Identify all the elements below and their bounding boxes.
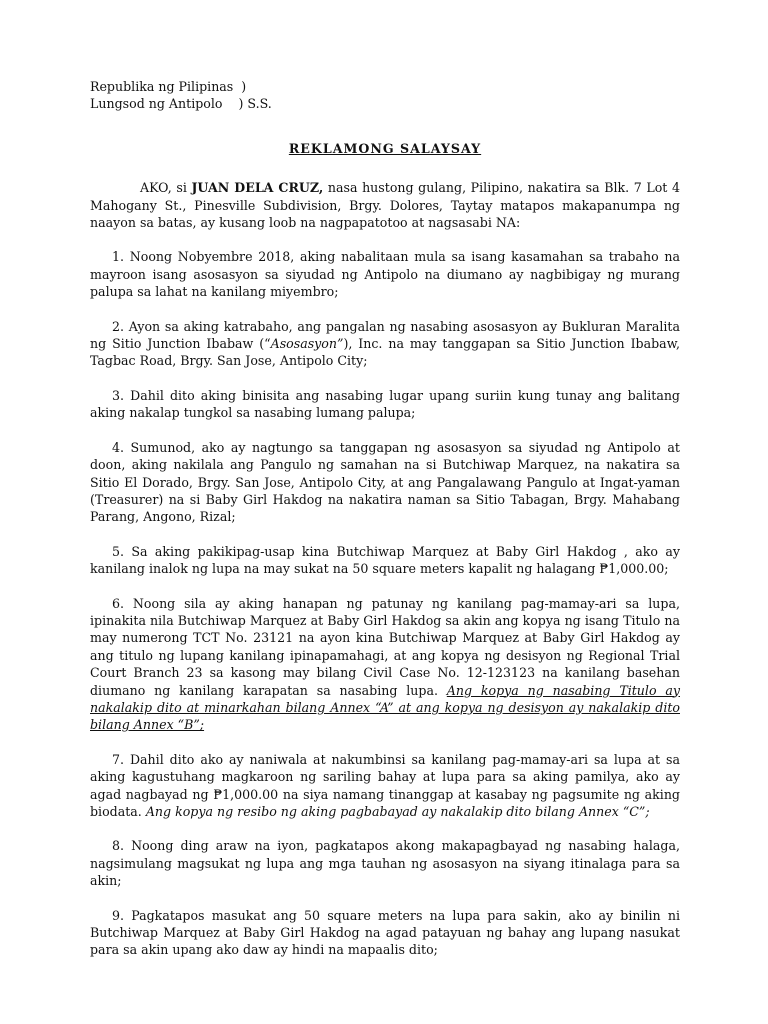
paragraph-2-italic: Asosasyon”: [270, 336, 344, 352]
intro-paragraph: [90, 179, 680, 231]
intro-text-rest: nasa hustong gulang, Pilipino, nakatira sa Blk. 7 Lot 4 Mahogany St., Pinesville Subdivision, Brgy. Dolores, Taytay matapos makapanumpa ng naayon sa batas, ay kusang loob na nagpapatotoo at nagsasabi NA:: [90, 180, 680, 231]
document-body: [90, 78, 680, 976]
paragraph-6-text: 6. Noong sila ay aking hanapan ng patunay ng kanilang pag-mamay-ari sa lupa, ipinakita nila Butchiwap Marquez at Baby Girl Hakdog sa akin ang kopya ng isang Titulo na may numerong TCT No. 23121 na ayon kina Butchiwap Marquez at Baby Girl Hakdog ay ang titulo ng lupang kanilang ipinapamahagi, at ang kopya ng desisyon ng Regional Trial Court Branch 23 sa kasong may bilang Civil Case No. 12-123123 na kanilang basehan diumano ng kanilang karapatan sa nasabing lupa.: [90, 595, 680, 698]
paragraph-4: 4. Sumunod, ako ay nagtungo sa tanggapan ng asosasyon sa siyudad ng Antipolo at doon, aking nakilala ang Pangulo ng samahan na si Butchiwap Marquez, na nakatira sa Sitio El Dorado, Brgy. San Jose, Antipolo City, at ang Pangalawang Pangulo at Ingat-yaman (Treasurer) na si Baby Girl Hakdog na nakatira naman sa Sitio Tabagan, Brgy. Mahabang Parang, Angono, Rizal;: [90, 439, 680, 525]
paragraph-7-annex-note: Ang kopya ng resibo ng aking pagbabayad ay nakalakip dito bilang Annex “C”;: [145, 804, 650, 819]
paragraph-3: 3. Dahil dito aking binisita ang nasabing lugar upang suriin kung tunay ang balitang aking nakalap tungkol sa nasabing lumang palupa;: [90, 387, 680, 421]
paragraph-8: 8. Noong ding araw na iyon, pagkatapos akong makapagbayad ng nasabing halaga, nagsimulang magsukat ng lupa ang mga tauhan ng asosasyon na siyang itinalaga para sa akin;: [90, 838, 680, 889]
paragraph-2-text-b: ), Inc. na may tanggapan sa Sitio Junction Ibabaw, Tagbac Road, Brgy. San Jose, Antipolo City;: [90, 336, 680, 369]
paragraph-9: 9. Pagkatapos masukat ang 50 square meters na lupa para sakin, ako ay binilin ni Butchiwap Marquez at Baby Girl Hakdog na agad patayuan ng bahay ang lupang nasukat para sa akin upang ako daw ay hindi na mapaalis dito;: [90, 907, 680, 958]
paragraph-6: [90, 595, 680, 734]
paragraph-2: [90, 318, 680, 370]
paragraph-2-text-a: 2. Ayon sa aking katrabaho, ang pangalan ng nasabing asosasyon ay Bukluran Maralita ng Sitio Junction Ibabaw (“: [90, 318, 680, 352]
header-lungsod: Lungsod ng Antipolo ) S.S.: [90, 96, 272, 112]
complainant-name: JUAN DELA CRUZ,: [191, 180, 324, 196]
document-title: REKLAMONG SALAYSAY: [288, 140, 482, 156]
intro-text-start: AKO, si: [140, 180, 192, 196]
paragraph-1: 1. Noong Nobyembre 2018, aking nabalitaan mula sa isang kasamahan sa trabaho na mayroon isang asosasyon sa siyudad ng Antipolo na diumano ay nagbibigay ng murang palupa sa lahat na kanilang miyembro;: [90, 249, 680, 300]
paragraph-7: [90, 751, 680, 821]
paragraph-6-annex-note: Ang kopya ng nasabing Titulo ay nakalakip dito at minarkahan bilang Annex “A” at ang kopya ng desisyon ay nakalakip dito bilang Annex “B”;: [90, 682, 680, 733]
header-republika: Republika ng Pilipinas ): [90, 79, 247, 94]
paragraph-5: 5. Sa aking pakikipag-usap kina Butchiwap Marquez at Baby Girl Hakdog , ako ay kanilang inalok ng lupa na may sukat na 50 square meters kapalit ng halagang ₱1,000.00;: [90, 543, 680, 577]
paragraph-7-text: 7. Dahil dito ako ay naniwala at nakumbinsi sa kanilang pag-mamay-ari sa lupa at sa aking kagustuhang magkaroon ng sariling bahay at lupa para sa aking pamilya, ako ay agad nagbayad ng ₱1,000.00 na siya namang tinanggap at kasabay ng pagsumite ng aking biodata.: [90, 751, 680, 819]
